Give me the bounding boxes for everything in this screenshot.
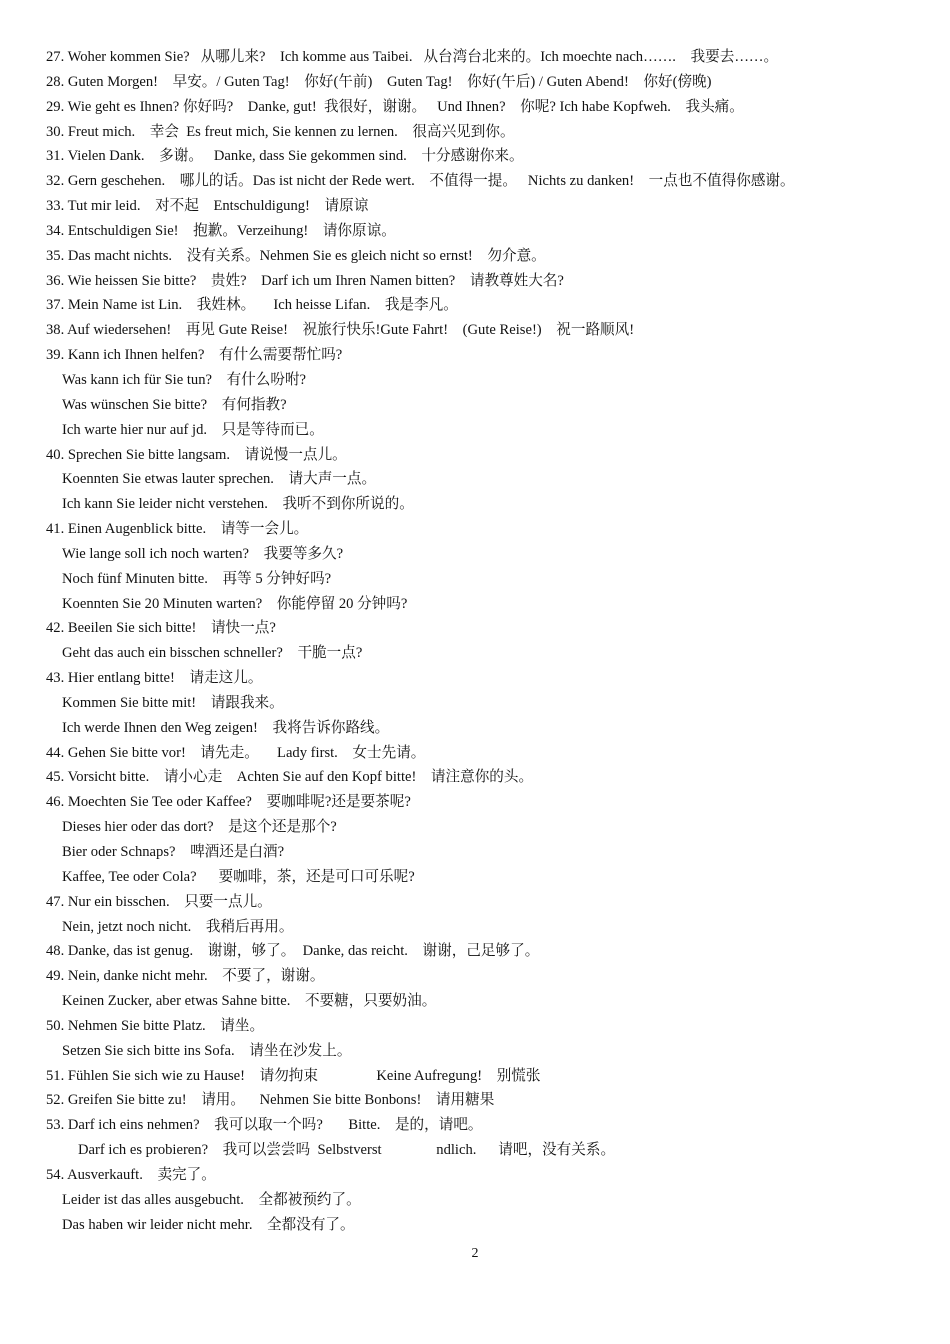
phrase-line: Was kann ich für Sie tun? 有什么吩咐? xyxy=(62,371,307,388)
phrase-line: Das haben wir leider nicht mehr. 全都没有了。 xyxy=(62,1216,355,1233)
phrase-line: 38. Auf wiedersehen! 再见 Gute Reise! 祝旅行快乐!Gute Fahrt! (Gute Reise!) 祝一路顺风! xyxy=(46,322,635,339)
phrase-line: Was wünschen Sie bitte? 有何指教? xyxy=(62,396,287,413)
phrase-line: Keinen Zucker, aber etwas Sahne bitte. 不要糖，只要奶油。 xyxy=(62,993,437,1010)
phrase-line: 34. Entschuldigen Sie! 抱歉。Verzeihung! 请你原谅。 xyxy=(46,222,396,239)
phrase-line: Koennten Sie 20 Minuten warten? 你能停留 20 分钟吗? xyxy=(62,595,408,612)
phrase-line: Ich kann Sie leider nicht verstehen. 我听不到你所说的。 xyxy=(62,496,414,513)
phrase-line: 35. Das macht nichts. 没有关系。Nehmen Sie es gleich nicht so ernst! 勿介意。 xyxy=(46,247,546,264)
phrase-line: 49. Nein, danke nicht mehr. 不要了，谢谢。 xyxy=(46,968,325,985)
phrase-line: 44. Gehen Sie bitte vor! 请先走。 Lady first. 女士先请。 xyxy=(46,744,426,761)
phrase-line: 28. Guten Morgen! 早安。/ Guten Tag! 你好(午前) Guten Tag! 你好(午后) / Guten Abend! 你好(傍晚) xyxy=(46,73,712,90)
phrase-line: Kaffee, Tee oder Cola? 要咖啡，茶，还是可口可乐呢? xyxy=(62,868,415,885)
phrase-line: 48. Danke, das ist genug. 谢谢，够了。 Danke, das reicht. 谢谢，己足够了。 xyxy=(46,943,540,960)
phrase-line: 42. Beeilen Sie sich bitte! 请快一点? xyxy=(46,620,276,637)
phrase-line: Koennten Sie etwas lauter sprechen. 请大声一点。 xyxy=(62,471,377,488)
phrase-line: 53. Darf ich eins nehmen? 我可以取一个吗? Bitte. 是的，请吧。 xyxy=(46,1117,483,1134)
phrase-line: 36. Wie heissen Sie bitte? 贵姓? Darf ich um Ihren Namen bitten? 请教尊姓大名? xyxy=(46,272,564,289)
phrase-line: Leider ist das alles ausgebucht. 全都被预约了。 xyxy=(62,1191,361,1208)
phrase-line: Bier oder Schnaps? 啤酒还是白酒? xyxy=(62,844,285,860)
phrase-line: Noch fünf Minuten bitte. 再等 5 分钟好吗? xyxy=(62,570,332,587)
phrase-line: 52. Greifen Sie bitte zu! 请用。 Nehmen Sie bitte Bonbons! 请用糖果 xyxy=(46,1092,495,1109)
phrase-line: 27. Woher kommen Sie? 从哪儿来? Ich komme aus Taibei. 从台湾台北来的。Ich moechte nach……. 我要去……。 xyxy=(46,49,779,65)
phrase-line: 29. Wie geht es Ihnen? 你好吗? Danke, gut! 我很好，谢谢。 Und Ihnen? 你呢? Ich habe Kopfweh. 我头痛。 xyxy=(46,98,744,115)
phrase-list xyxy=(46,45,926,1238)
phrase-line: Kommen Sie bitte mit! 请跟我来。 xyxy=(62,694,284,711)
phrase-line: 50. Nehmen Sie bitte Platz. 请坐。 xyxy=(46,1017,265,1034)
phrase-line: 30. Freut mich. 幸会 Es freut mich, Sie kennen zu lernen. 很高兴见到你。 xyxy=(46,123,515,140)
phrase-line: 32. Gern geschehen. 哪儿的话。Das ist nicht der Rede wert. 不值得一提。 Nichts zu danken! 一点也不值得你感谢。 xyxy=(46,173,795,190)
phrase-line: 31. Vielen Dank. 多谢。 Danke, dass Sie gekommen sind. 十分感谢你来。 xyxy=(46,148,524,165)
phrase-line: 41. Einen Augenblick bitte. 请等一会儿。 xyxy=(46,521,309,538)
phrase-line: 40. Sprechen Sie bitte langsam. 请说慢一点儿。 xyxy=(46,446,347,463)
phrase-line: 51. Fühlen Sie sich wie zu Hause! 请勿拘束 Keine Aufregung! 别慌张 xyxy=(46,1067,541,1084)
phrase-line: Nein, jetzt noch nicht. 我稍后再用。 xyxy=(62,918,294,935)
phrase-line: 43. Hier entlang bitte! 请走这儿。 xyxy=(46,670,263,687)
phrase-line: Ich werde Ihnen den Weg zeigen! 我将告诉你路线。 xyxy=(62,719,390,736)
phrase-line: 46. Moechten Sie Tee oder Kaffee? 要咖啡呢?还是要茶呢? xyxy=(46,794,411,811)
phrase-line: 45. Vorsicht bitte. 请小心走 Achten Sie auf den Kopf bitte! 请注意你的头。 xyxy=(46,769,534,786)
phrase-line: 54. Ausverkauft. 卖完了。 xyxy=(46,1166,216,1183)
phrase-line: Setzen Sie sich bitte ins Sofa. 请坐在沙发上。 xyxy=(62,1042,352,1059)
phrase-line: Dieses hier oder das dort? 是这个还是那个? xyxy=(62,819,337,836)
page-number: 2 xyxy=(471,1246,479,1261)
phrase-line: 33. Tut mir leid. 对不起 Entschuldigung! 请原谅 xyxy=(46,198,369,215)
phrase-line: Wie lange soll ich noch warten? 我要等多久? xyxy=(62,545,344,562)
phrase-line: 47. Nur ein bisschen. 只要一点儿。 xyxy=(46,893,272,910)
phrase-line: Geht das auch ein bisschen schneller? 干脆一点? xyxy=(62,645,363,662)
phrase-line: Darf ich es probieren? 我可以尝尝吗 Selbstverst ndlich. 请吧，没有关系。 xyxy=(78,1142,616,1159)
phrase-line: 37. Mein Name ist Lin. 我姓林。 Ich heisse Lifan. 我是李凡。 xyxy=(46,297,458,314)
phrase-line: 39. Kann ich Ihnen helfen? 有什么需要帮忙吗? xyxy=(46,347,343,364)
phrase-line: Ich warte hier nur auf jd. 只是等待而已。 xyxy=(62,421,324,438)
